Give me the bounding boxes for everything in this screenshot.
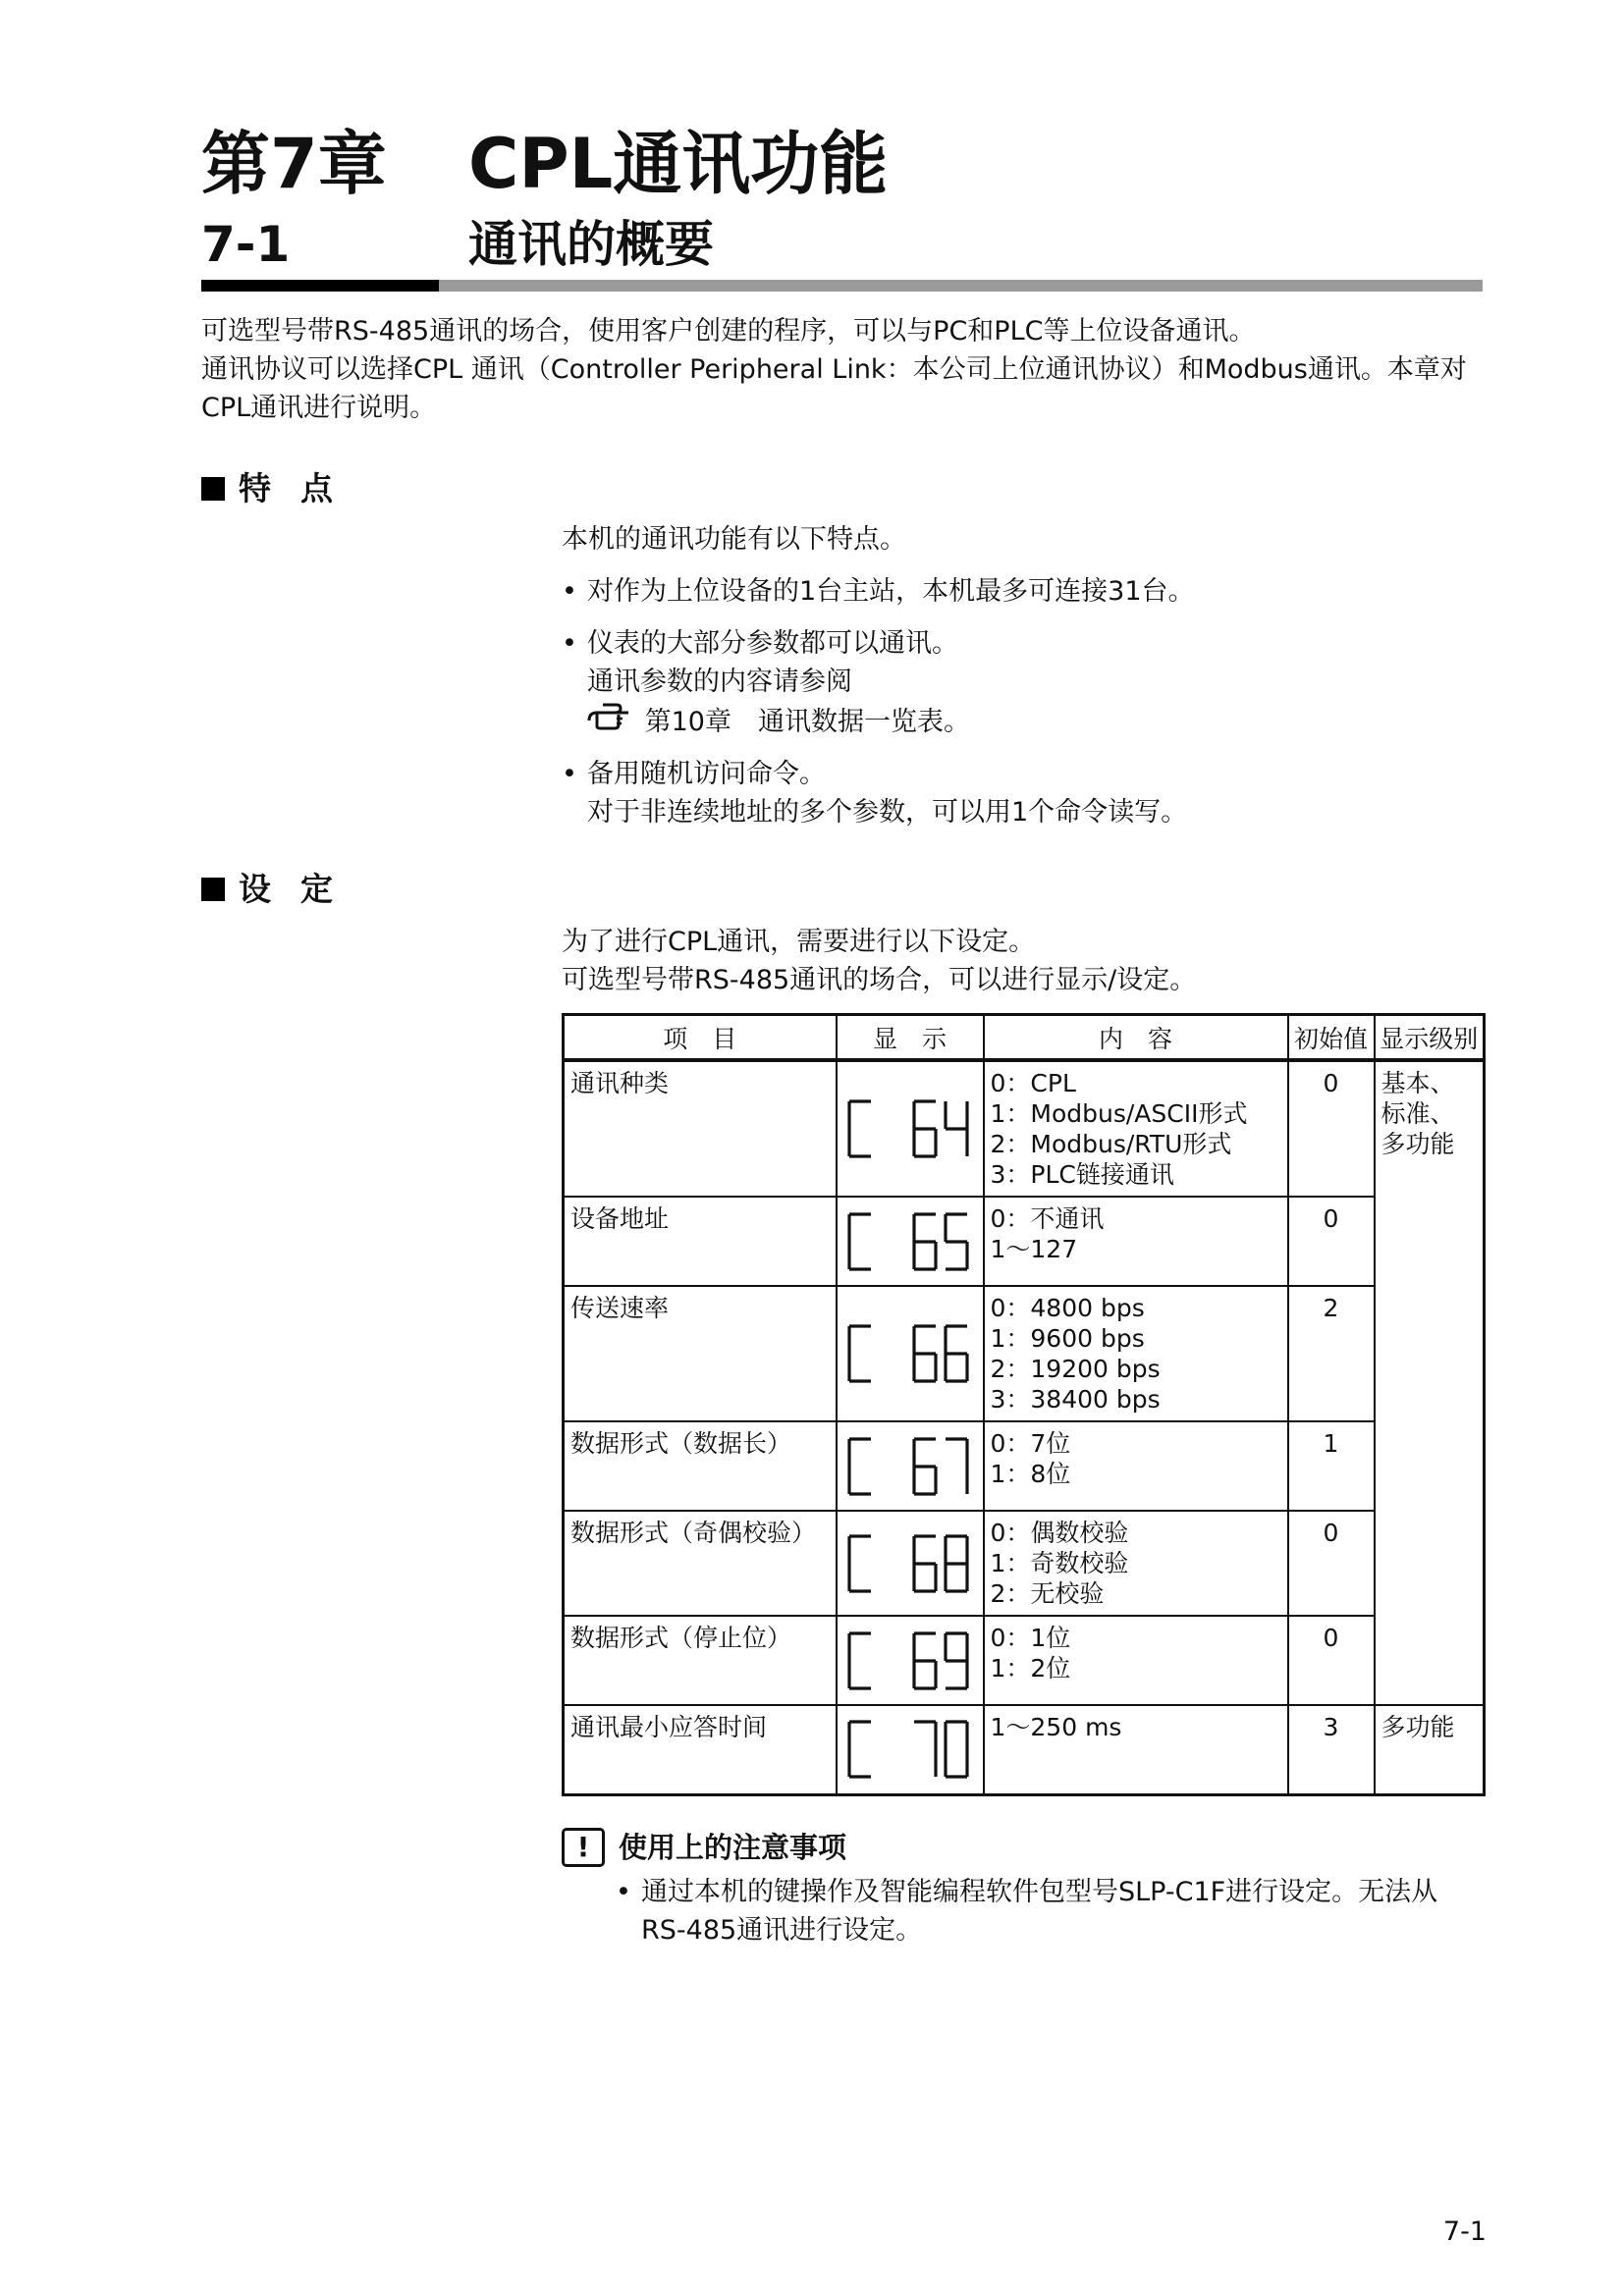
header-level: 显示级别 (1375, 1015, 1485, 1061)
cell-initial: 3 (1288, 1705, 1375, 1794)
features-heading: 特点 (201, 467, 362, 510)
segment-digit (914, 1722, 936, 1777)
cell-initial: 0 (1288, 1060, 1375, 1197)
bullet-dot-icon: • (616, 1877, 631, 1907)
notice-body: • 通过本机的键操作及智能编程软件包型号SLP-C1F进行设定。无法从 RS-485通讯进行设定。 (616, 1873, 1504, 1949)
header-content: 内 容 (984, 1015, 1288, 1061)
bullet-dot-icon: • (562, 628, 577, 659)
segment-digit (946, 1326, 967, 1381)
segment-digit (914, 1101, 936, 1156)
segment-digit (946, 1101, 967, 1156)
cell-initial: 0 (1288, 1197, 1375, 1286)
intro-line: 可选型号带RS-485通讯的场合，使用客户创建的程序，可以与PC和PLC等上位设备通讯。 (201, 316, 1256, 347)
segment-digit (946, 1536, 967, 1591)
content-line: 2：无校验 (990, 1579, 1105, 1608)
settings-heading: 设定 (201, 868, 362, 911)
content-line: 2：Modbus/RTU形式 (990, 1130, 1232, 1158)
feature-item: • 仪表的大部分参数都可以通讯。 通讯参数的内容请参阅 第10章 通讯数据一览表。 (562, 624, 1504, 741)
cell-item: 设备地址 (564, 1197, 837, 1286)
level-line: 标准、 (1380, 1099, 1455, 1128)
page-number: 7-1 (1442, 2216, 1487, 2247)
cell-item: 通讯最小应答时间 (564, 1705, 837, 1794)
segment-digit (946, 1214, 967, 1269)
header-item: 项 目 (564, 1015, 837, 1061)
section-title (201, 210, 1281, 279)
cell-content (984, 1286, 1288, 1421)
cell-content (984, 1511, 1288, 1616)
pointing-hand-icon (587, 701, 630, 730)
cell-level (1375, 1060, 1485, 1705)
table-row (564, 1060, 1485, 1197)
feature-item: • 备用随机访问命令。 对于非连续地址的多个参数，可以用1个命令读写。 (562, 755, 1504, 831)
cell-item: 数据形式（停止位） (564, 1616, 837, 1705)
usage-notice (562, 1828, 1504, 1949)
section-number: 7-1 (201, 216, 291, 273)
level-line: 基本、 (1380, 1069, 1455, 1097)
square-bullet-icon (201, 878, 225, 901)
segment-digit (946, 1633, 967, 1688)
cell-item: 数据形式（奇偶校验） (564, 1511, 837, 1616)
content-line: 0：CPL (990, 1069, 1076, 1097)
segment-digit (946, 1439, 967, 1494)
segment-digit (849, 1536, 871, 1591)
content-line: 0：7位 (990, 1429, 1071, 1458)
segment-digit (914, 1633, 936, 1688)
settings-intro (562, 923, 1504, 999)
segment-digit (914, 1214, 936, 1269)
intro-line: 通讯协议可以选择CPL 通讯（Controller Peripheral Link：本公司上位通讯协议）和Modbus通讯。本章对 (201, 354, 1467, 385)
header-display: 显 示 (837, 1015, 984, 1061)
segment-display (843, 1630, 977, 1691)
cell-initial: 0 (1288, 1616, 1375, 1705)
table-header-row (564, 1015, 1485, 1061)
segment-digit (914, 1536, 936, 1591)
cell-content (984, 1616, 1288, 1705)
segment-display (843, 1323, 977, 1384)
settings-intro-line: 为了进行CPL通讯，需要进行以下设定。 (562, 927, 1036, 957)
caution-icon: ! (562, 1828, 605, 1867)
content-line: 1：2位 (990, 1654, 1071, 1682)
segment-digit (849, 1633, 871, 1688)
table-row (564, 1421, 1485, 1511)
features-lead: 本机的通讯功能有以下特点。 (562, 524, 906, 555)
content-line: 1：奇数校验 (990, 1549, 1129, 1577)
table-row (564, 1616, 1485, 1705)
title-rule-gray (439, 280, 1483, 292)
table-row (564, 1286, 1485, 1421)
settings-intro-line: 可选型号带RS-485通讯的场合，可以进行显示/设定。 (562, 965, 1197, 995)
intro-paragraph (201, 312, 1497, 427)
notice-title: ! 使用上的注意事项 (562, 1828, 1504, 1867)
table-row (564, 1511, 1485, 1616)
content-line: 0：4800 bps (990, 1294, 1145, 1322)
segment-digit (914, 1326, 936, 1381)
cell-initial: 1 (1288, 1421, 1375, 1511)
content-line: 0：不通讯 (990, 1204, 1105, 1233)
segment-display (843, 1719, 977, 1780)
cell-content (984, 1705, 1288, 1794)
cell-initial: 2 (1288, 1286, 1375, 1421)
square-bullet-icon (201, 477, 225, 501)
segment-digit (849, 1214, 871, 1269)
feature-item: • 对作为上位设备的1台主站，本机最多可连接31台。 (562, 572, 1504, 611)
segment-digit (946, 1722, 967, 1777)
segment-display (843, 1436, 977, 1497)
header-initial: 初始值 (1288, 1015, 1375, 1061)
chapter-number: 第7章 (201, 124, 387, 204)
cell-initial: 0 (1288, 1511, 1375, 1616)
cell-display (837, 1511, 984, 1616)
cell-content (984, 1421, 1288, 1511)
content-line: 1：Modbus/ASCII形式 (990, 1099, 1248, 1128)
cell-item: 数据形式（数据长） (564, 1421, 837, 1511)
cell-content (984, 1197, 1288, 1286)
segment-digit (849, 1439, 871, 1494)
parameter-table (562, 1013, 1486, 1796)
table-row (564, 1197, 1485, 1286)
content-line: 2：19200 bps (990, 1355, 1161, 1383)
segment-display (843, 1211, 977, 1272)
cell-display (837, 1421, 984, 1511)
features-body (562, 520, 1504, 831)
cell-item: 传送速率 (564, 1286, 837, 1421)
segment-display (843, 1533, 977, 1594)
content-line: 3：38400 bps (990, 1385, 1161, 1414)
segment-digit (849, 1101, 871, 1156)
level-line: 多功能 (1380, 1713, 1455, 1741)
segment-digit (914, 1439, 936, 1494)
bullet-dot-icon: • (562, 576, 577, 607)
bullet-dot-icon: • (562, 759, 577, 789)
segment-digit (849, 1326, 871, 1381)
content-line: 1：9600 bps (990, 1324, 1145, 1353)
cell-content (984, 1060, 1288, 1197)
cell-display (837, 1197, 984, 1286)
title-rule-black (201, 280, 439, 292)
content-line: 0：偶数校验 (990, 1519, 1129, 1547)
cell-display (837, 1705, 984, 1794)
cell-item: 通讯种类 (564, 1060, 837, 1197)
section-name: 通讯的概要 (468, 216, 714, 273)
segment-digit (849, 1722, 871, 1777)
chapter-title (201, 120, 1281, 208)
intro-line: CPL通讯进行说明。 (201, 393, 437, 423)
cell-display (837, 1060, 984, 1197)
content-line: 3：PLC链接通讯 (990, 1160, 1174, 1189)
content-line: 0：1位 (990, 1624, 1071, 1652)
level-line: 多功能 (1380, 1130, 1455, 1158)
table-row (564, 1705, 1485, 1794)
cell-display (837, 1286, 984, 1421)
segment-display (843, 1098, 977, 1159)
content-line: 1～127 (990, 1235, 1078, 1263)
content-line: 1～250 ms (990, 1713, 1122, 1741)
content-line: 1：8位 (990, 1460, 1071, 1488)
chapter-name: CPL通讯功能 (468, 124, 889, 204)
cell-display (837, 1616, 984, 1705)
chapter-reference: 第10章 通讯数据一览表。 (587, 701, 1504, 741)
cell-level (1375, 1705, 1485, 1794)
